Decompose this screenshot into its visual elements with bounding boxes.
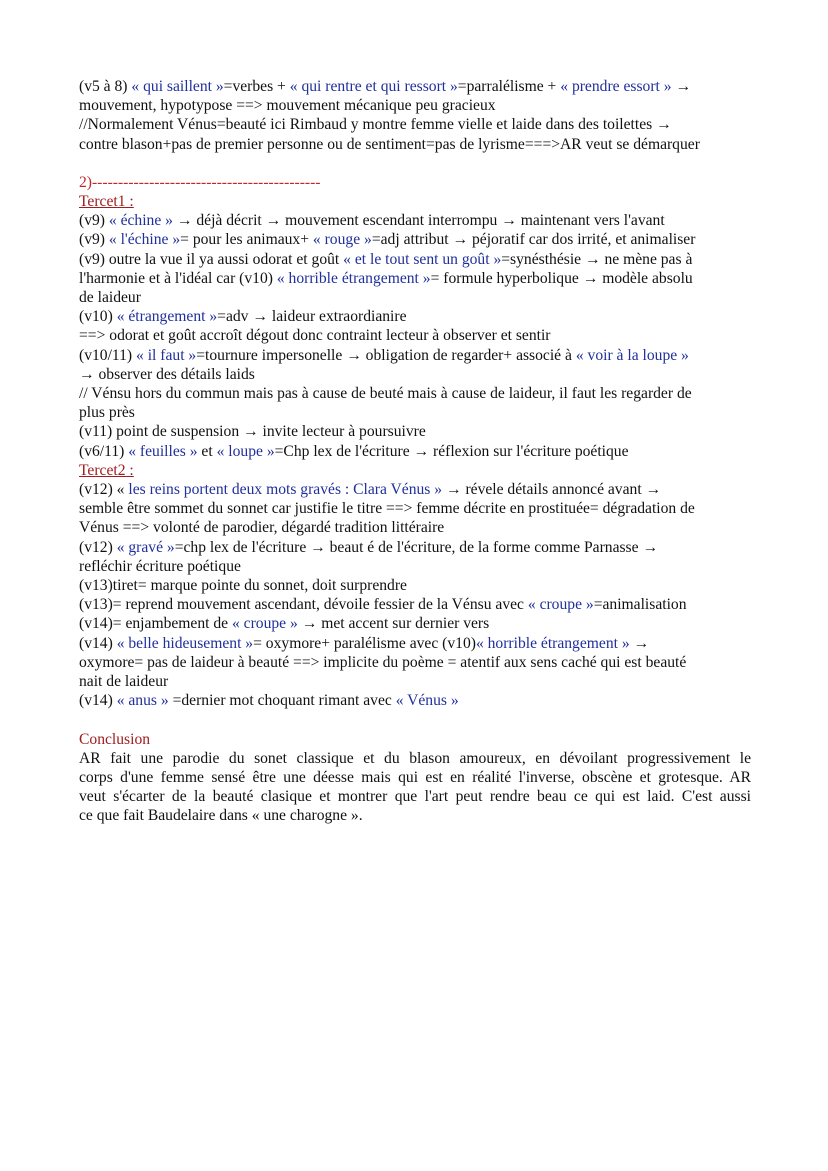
text-run: //Normalement Vénus=beauté ici Rimbaud y montre femme vielle et laide dans des toilettes → — [79, 116, 672, 134]
text-run: de laideur — [79, 289, 141, 307]
note-line — [79, 288, 751, 307]
tercet2-heading: Tercet2 : — [79, 461, 134, 479]
note-line — [79, 480, 751, 499]
quotation: « rouge » — [312, 231, 372, 249]
text-run: = pour les animaux+ — [180, 231, 313, 249]
text-run: = oxymore+ paralélisme avec (v10) — [253, 634, 476, 652]
text-run: (v12) — [79, 538, 117, 556]
text-run: → — [671, 78, 692, 95]
tercet2-notes — [79, 480, 751, 710]
quotation: « étrangement » — [116, 308, 218, 326]
text-run: (v6/11) — [79, 442, 129, 460]
text-run: l'harmonie et à l'idéal car (v10) — [79, 269, 277, 287]
text-run: =Chp lex de l'écriture → réflexion sur l'écriture poétique — [274, 442, 629, 460]
text-run: =tournure impersonelle → obligation de regarder+ associé à — [196, 346, 576, 364]
quotation: « qui saillent » — [131, 78, 224, 95]
note-line — [79, 96, 751, 115]
blank-line — [79, 711, 751, 730]
note-line — [79, 384, 751, 403]
text-run: =adv → laideur extraordianire — [217, 308, 407, 326]
quotation: les reins portent deux mots gravés : Clara Vénus » — [128, 481, 443, 499]
text-run: → met accent sur dernier vers — [297, 615, 490, 633]
text-run: (v10/11) — [79, 346, 137, 364]
quotation: « il faut » — [136, 346, 197, 364]
text-run: (v9) — [79, 212, 109, 230]
quotation: « croupe » — [231, 615, 298, 633]
note-line — [79, 403, 751, 422]
paragraph-intro-analysis — [79, 77, 751, 154]
quotation: « qui rentre et qui ressort » — [289, 78, 458, 95]
text-run: // Vénsu hors du commun mais pas à cause de beuté mais à cause de laideur, il faut les regarder de — [79, 385, 692, 403]
note-line — [79, 518, 751, 537]
quotation: « feuilles » — [128, 442, 198, 460]
text-run: (v14) — [79, 634, 117, 652]
note-line — [79, 250, 751, 269]
tercet1-heading: Tercet1 : — [79, 193, 134, 211]
section-2-title: 2)-------------------------------------------- — [79, 173, 321, 191]
text-run: → observer des détails laids — [79, 365, 255, 383]
text-run: =animalisation — [593, 596, 687, 614]
text-run: =verbes + — [223, 78, 290, 95]
note-line — [79, 653, 751, 672]
quotation: « belle hideusement » — [116, 634, 254, 652]
text-run: → — [629, 634, 650, 652]
blank-line — [79, 154, 751, 173]
text-run: (v13)tiret= marque pointe du sonnet, doit surprendre — [79, 577, 407, 595]
text-run: semble être sommet du sonnet car justifie le titre ==> femme décrite en prostituée= dégradation de — [79, 500, 695, 518]
note-line — [79, 135, 751, 154]
text-run: (v14)= enjambement de — [79, 615, 232, 633]
quotation: « gravé » — [116, 538, 175, 556]
note-line — [79, 365, 751, 384]
note-line — [79, 576, 751, 595]
text-run: (v13)= reprend mouvement ascendant, dévoile fessier de la Vénsu avec — [79, 596, 528, 614]
text-run: (v9) outre la vue il ya aussi odorat et goût — [79, 250, 344, 268]
conclusion-paragraph — [79, 749, 751, 826]
note-line — [79, 499, 751, 518]
text-run: (v10) — [79, 308, 117, 326]
document-page — [79, 77, 751, 826]
quotation: « et le tout sent un goût » — [343, 250, 502, 268]
note-line — [79, 269, 751, 288]
quotation: « anus » — [116, 692, 169, 710]
note-line — [79, 557, 751, 576]
text-run: (v9) — [79, 231, 109, 249]
quotation: « prendre essort » — [560, 78, 672, 95]
conclusion-line: ce que fait Baudelaire dans « une charogne ». — [79, 807, 363, 825]
note-line — [79, 115, 751, 134]
text-run: contre blason+pas de premier personne ou de sentiment=pas de lyrisme===>AR veut se démarquer — [79, 135, 700, 153]
text-run: =synésthésie → ne mène pas à — [501, 250, 693, 268]
text-run: (v12) « — [79, 481, 129, 499]
text-run: mouvement, hypotypose ==> mouvement mécanique peu gracieux — [79, 97, 496, 115]
note-line — [79, 211, 751, 230]
text-run: nait de laideur — [79, 673, 169, 691]
conclusion-line: corps d'une femme sensé être une déesse mais qui est en réalité l'inverse, obscène et grotesque. AR — [79, 768, 751, 786]
text-run: ==> odorat et goût accroît dégout donc contraint lecteur à observer et sentir — [79, 327, 551, 345]
text-run: → révele détails annoncé avant → — [442, 481, 662, 499]
quotation: « croupe » — [527, 596, 594, 614]
text-run: Vénus ==> volonté de parodier, dégardé tradition littéraire — [79, 519, 445, 537]
quotation: « horrible étrangement » — [276, 269, 431, 287]
text-run: → déjà décrit → mouvement escendant interrompu → maintenant vers l'avant — [172, 212, 665, 230]
note-line — [79, 307, 751, 326]
note-line — [79, 691, 751, 710]
quotation: « Vénus » — [395, 692, 459, 710]
note-line — [79, 672, 751, 691]
note-line — [79, 538, 751, 557]
conclusion-line: AR fait une parodie du sonet classique et du blason amoureux, en dévoilant progressivement le — [79, 749, 751, 767]
quotation: « horrible étrangement » — [475, 634, 630, 652]
note-line — [79, 346, 751, 365]
text-run: =parralélisme + — [457, 78, 561, 95]
conclusion-line: veut s'écarter de la beauté clasique et montrer que l'art peut rendre beau ce qui est laid. C'est aussi — [79, 788, 751, 806]
conclusion-heading: Conclusion — [79, 730, 151, 748]
text-run: refléchir écriture poétique — [79, 557, 241, 575]
quotation: « loupe » — [216, 442, 275, 460]
text-run: =chp lex de l'écriture → beaut é de l'écriture, de la forme comme Parnasse → — [174, 538, 659, 556]
text-run: (v11) point de suspension → invite lecteur à poursuivre — [79, 423, 426, 441]
text-run: = formule hyperbolique → modèle absolu — [430, 269, 693, 287]
note-line — [79, 614, 751, 633]
quotation: « voir à la loupe » — [575, 346, 689, 364]
text-run: =dernier mot choquant rimant avec — [168, 692, 396, 710]
tercet1-notes — [79, 211, 751, 461]
note-line — [79, 326, 751, 345]
quotation: « l'échine » — [108, 231, 181, 249]
text-run: oxymore= pas de laideur à beauté ==> implicite du poème = atentif aux sens caché qui est beauté — [79, 653, 687, 671]
note-line — [79, 422, 751, 441]
text-run: =adj attribut → péjoratif car dos irrité, et animaliser — [371, 231, 696, 249]
note-line — [79, 77, 751, 96]
text-run: (v5 à 8) — [79, 78, 132, 95]
note-line — [79, 595, 751, 614]
note-line — [79, 634, 751, 653]
text-run: plus près — [79, 404, 135, 422]
note-line — [79, 230, 751, 249]
text-run: et — [197, 442, 217, 460]
text-run: (v14) — [79, 692, 117, 710]
quotation: « échine » — [108, 212, 173, 230]
note-line — [79, 442, 751, 461]
